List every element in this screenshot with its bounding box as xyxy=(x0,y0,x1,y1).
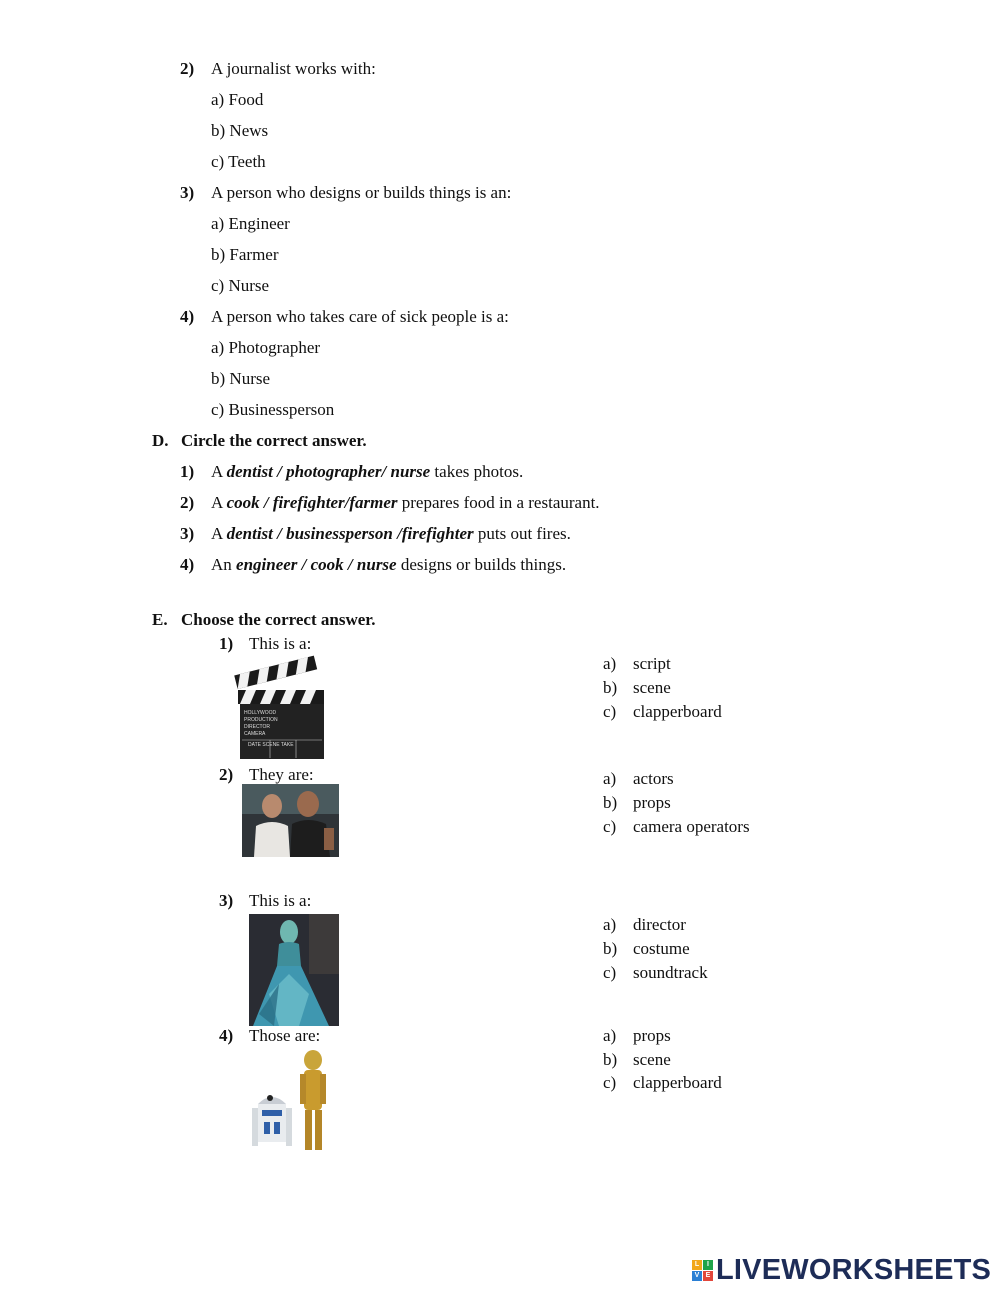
item-prompt: They are: xyxy=(249,765,314,784)
answer-option[interactable]: a) Food xyxy=(211,90,264,109)
answer-choices[interactable]: dentist / businessperson /firefighter xyxy=(226,524,474,543)
answer-option[interactable]: clapperboard xyxy=(633,1073,722,1092)
answer-option[interactable]: b) Farmer xyxy=(211,245,279,264)
costume-image xyxy=(249,914,339,1026)
clapperboard-icon xyxy=(232,652,332,762)
item-prompt: This is a: xyxy=(249,634,312,653)
option-letter: a) xyxy=(603,915,617,934)
answer-option[interactable]: c) Businessperson xyxy=(211,400,335,419)
liveworksheets-logo[interactable] xyxy=(692,1254,991,1286)
item-number: 3) xyxy=(180,524,195,543)
answer-option[interactable]: a) Engineer xyxy=(211,214,290,233)
question-text: A person who takes care of sick people is a: xyxy=(211,307,509,326)
answer-option[interactable]: props xyxy=(633,1026,671,1045)
clapper-label: DATE SCENE TAKE xyxy=(248,742,294,748)
option-letter: a) xyxy=(603,769,617,788)
option-letter: b) xyxy=(603,793,618,812)
answer-option[interactable]: camera operators xyxy=(633,817,750,836)
question-number: 4) xyxy=(180,307,195,326)
circle-sentence: An engineer / cook / nurse designs or builds things. xyxy=(211,555,567,574)
answer-option[interactable]: director xyxy=(633,915,686,934)
item-prompt: Those are: xyxy=(249,1026,321,1045)
robots-photo-icon xyxy=(248,1046,340,1154)
answer-choices[interactable]: dentist / photographer/ nurse xyxy=(226,462,431,481)
answer-option[interactable]: b) Nurse xyxy=(211,369,271,388)
question-number: 3) xyxy=(180,183,195,202)
option-letter: c) xyxy=(603,702,617,721)
item-number: 4) xyxy=(219,1026,234,1045)
answer-option[interactable]: actors xyxy=(633,769,674,788)
circle-sentence: A cook / firefighter/farmer prepares food in a restaurant. xyxy=(211,493,600,512)
clapper-label: CAMERA xyxy=(244,731,266,737)
option-letter: a) xyxy=(603,1026,617,1045)
clapperboard-image xyxy=(232,652,332,762)
option-letter: c) xyxy=(603,1073,617,1092)
actors-image xyxy=(242,784,339,857)
answer-option[interactable]: b) News xyxy=(211,121,269,140)
section-title: Circle the correct answer. xyxy=(181,431,367,450)
actors-photo-icon xyxy=(242,784,339,857)
answer-choices[interactable]: engineer / cook / nurse xyxy=(236,555,397,574)
item-prompt: This is a: xyxy=(249,891,312,910)
answer-option[interactable]: scene xyxy=(633,1050,671,1069)
option-letter: b) xyxy=(603,1050,618,1069)
answer-option[interactable]: clapperboard xyxy=(633,702,722,721)
answer-option[interactable]: costume xyxy=(633,939,690,958)
answer-option[interactable]: props xyxy=(633,793,671,812)
section-letter: E. xyxy=(152,610,168,629)
item-number: 1) xyxy=(219,634,234,653)
answer-option[interactable]: c) Teeth xyxy=(211,152,266,171)
item-number: 3) xyxy=(219,891,234,910)
item-number: 2) xyxy=(180,493,195,512)
question-text: A journalist works with: xyxy=(211,59,376,78)
circle-sentence: A dentist / photographer/ nurse takes photos. xyxy=(211,462,524,481)
item-number: 2) xyxy=(219,765,234,784)
clapper-label: HOLLYWOOD xyxy=(244,710,277,716)
clapper-label: PRODUCTION xyxy=(244,717,278,723)
answer-option[interactable]: scene xyxy=(633,678,671,697)
clapper-label: DIRECTOR xyxy=(244,724,271,730)
option-letter: b) xyxy=(603,939,618,958)
option-letter: b) xyxy=(603,678,618,697)
answer-option[interactable]: a) Photographer xyxy=(211,338,321,357)
logo-icon: L I V E xyxy=(692,1260,713,1281)
section-letter: D. xyxy=(152,431,169,450)
item-number: 4) xyxy=(180,555,195,574)
option-letter: c) xyxy=(603,817,617,836)
answer-option[interactable]: c) Nurse xyxy=(211,276,270,295)
answer-option[interactable]: script xyxy=(633,654,671,673)
costume-photo-icon xyxy=(249,914,339,1026)
question-number: 2) xyxy=(180,59,195,78)
answer-option[interactable]: soundtrack xyxy=(633,963,708,982)
item-number: 1) xyxy=(180,462,195,481)
answer-choices[interactable]: cook / firefighter/farmer xyxy=(226,493,398,512)
section-title: Choose the correct answer. xyxy=(181,610,376,629)
robots-image xyxy=(248,1046,340,1154)
option-letter: c) xyxy=(603,963,617,982)
circle-sentence: A dentist / businessperson /firefighter puts out fires. xyxy=(211,524,571,543)
question-text: A person who designs or builds things is an: xyxy=(211,183,512,202)
logo-text: LIVEWORKSHEETS xyxy=(716,1253,992,1286)
option-letter: a) xyxy=(603,654,617,673)
